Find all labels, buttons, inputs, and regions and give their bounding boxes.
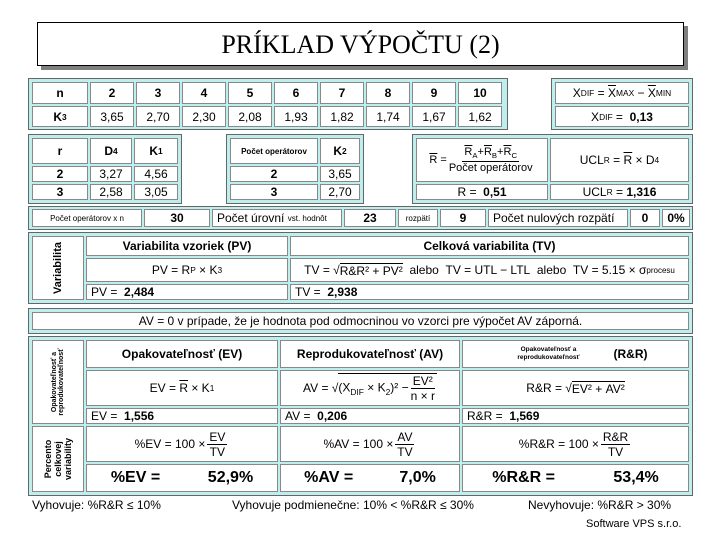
k2-value: 2,70 (320, 184, 360, 200)
rbar-ucl-panel (412, 134, 693, 204)
k3-value: 1,67 (412, 106, 456, 127)
pv-formula: PV = R P × K 3 (86, 258, 288, 282)
pav-formula: %AV = 100 × $\frac{AV}{TV}$ (280, 426, 460, 462)
pv-heading: Variabilita vzoriek (PV) (86, 236, 288, 256)
rr-panel (28, 336, 693, 496)
levels-label: Počet úrovní (217, 211, 285, 225)
pv-value: 2,484 (124, 285, 155, 299)
variability-panel (28, 232, 693, 304)
pav-den: TV (397, 444, 413, 459)
levels-value: 23 (344, 209, 396, 227)
xdif-value: 0,13 (629, 109, 653, 124)
k1-value: 4,56 (134, 166, 178, 182)
n-value: 7 (320, 82, 364, 104)
tv-value: 2,938 (327, 285, 358, 299)
r-value: 3 (32, 184, 88, 200)
xdif-panel (551, 78, 693, 130)
prr-value: 53,4% (613, 469, 659, 486)
verdict-conditional: Vyhovuje podmienečne: 10% < %R&R ≤ 30% (232, 498, 474, 512)
d4-table (28, 134, 182, 204)
k3-value: 2,08 (228, 106, 272, 127)
av-formula: AV = √ $(X_{DIF} \times K_2)^2$ − $\frac{\text{EV²}}{n \times r}$ (280, 370, 460, 406)
k1-value: 3,05 (134, 184, 178, 200)
pev-value: 52,9% (207, 469, 254, 486)
ev-heading: Opakovateľnosť (EV) (86, 340, 278, 368)
av-value: 0,206 (317, 409, 348, 423)
operators-value: 2 (230, 166, 318, 182)
rr-value: 1,569 (509, 409, 540, 423)
tv-formula: TV = √ R&R² + PV² alebo TV = UTL − LTL alebo TV = 5.15 × σ procesu (290, 258, 689, 282)
pav-num: AV (397, 429, 413, 444)
d4-value: 3,27 (90, 166, 132, 182)
zero-ranges-label: Počet nulových rozpätí (488, 209, 628, 227)
pv-label: PV = (91, 285, 118, 299)
rr-formula: R&R = √ EV² + AV² (462, 370, 689, 406)
pev-num: EV (209, 429, 226, 444)
operators-value: 3 (230, 184, 318, 200)
pav-value: 7,0% (399, 469, 436, 486)
rr-heading-small: Opakovateľnosť a reprodukovateľnosť (517, 346, 580, 361)
prr-den: TV (607, 444, 624, 459)
k3-value: 3,65 (90, 106, 134, 127)
rr-side-label: Opakovateľnosť a reprodukovateľnosť (32, 340, 84, 424)
counts-row (28, 206, 693, 230)
n-value: 4 (182, 82, 226, 104)
pev-den: TV (209, 444, 226, 459)
k3-label: K 3 (32, 106, 88, 127)
n-value: 10 (458, 82, 502, 104)
xdif-formula: X DIF = $\overline{X}$ MAX − $\overline{X}$ MIN (555, 82, 689, 104)
prr-result (462, 464, 689, 492)
ops-x-n-label: Počet operátorov x n (32, 209, 142, 227)
verdict-ok: Vyhovuje: %R&R ≤ 10% (32, 498, 161, 512)
av-formula-den: n × r (410, 389, 435, 403)
ranges-label: rozpätí (398, 209, 438, 227)
k2-value: 3,65 (320, 166, 360, 182)
tv-heading: Celková variabilita (TV) (290, 236, 689, 256)
tv-label: TV = (295, 285, 321, 299)
verdict-fail: Nevyhovuje: %R&R > 30% (528, 498, 672, 512)
av-label: AV = (285, 409, 311, 423)
levels-note: vst. hodnôt (287, 213, 327, 223)
av-note-panel (28, 308, 693, 334)
pev-result (86, 464, 278, 492)
k3-value: 2,30 (182, 106, 226, 127)
ranges-value: 9 (440, 209, 486, 227)
pev-formula: %EV = 100 × $\frac{EV}{TV}$ (86, 426, 278, 462)
tv-value-cell (290, 284, 689, 300)
credit: Software VPS s.r.o. (586, 518, 682, 530)
prr-formula: %R&R = 100 × $\frac{R\&R}{TV}$ (462, 426, 689, 462)
pv-value-cell (86, 284, 288, 300)
av-heading: Reprodukovateľnosť (AV) (280, 340, 460, 368)
k3-value: 2,70 (136, 106, 180, 127)
k1-label: K 1 (134, 138, 178, 164)
n-value: 8 (366, 82, 410, 104)
rbar-value: 0,51 (483, 185, 507, 199)
variability-side-label: Variabilita (32, 236, 84, 300)
ev-value-cell (86, 408, 278, 424)
tv-formula-b: TV = UTL − LTL (445, 263, 531, 277)
k3-value: 1,93 (274, 106, 318, 127)
xdif-value-cell: X DIF = 0,13 (555, 106, 689, 127)
ev-value: 1,556 (124, 409, 155, 423)
rbar-formula: $\overline{R}$ = $\frac{\overline{R}_A+\overline{R}_B+\overline{R}_C}{\text{Počet operátorov}}$ (416, 138, 548, 182)
rbar-denominator: Počet operátorov (448, 161, 533, 174)
n-value: 9 (412, 82, 456, 104)
d4-value: 2,58 (90, 184, 132, 200)
ucl-formula: UCL R = $\overline{R}$ × D 4 (550, 138, 689, 182)
tv-sigma-sub: procesu (646, 265, 675, 275)
n-label: n (32, 82, 88, 104)
k2-table (226, 134, 364, 204)
n-value: 6 (274, 82, 318, 104)
operators-label: Počet operátorov (230, 138, 318, 164)
tv-or-2: alebo (536, 263, 567, 277)
pev-label: %EV = (110, 469, 161, 486)
k3-value: 1,62 (458, 106, 502, 127)
rbar-value-cell: $\overline{R}$ = 0,51 (416, 184, 548, 200)
levels-label-cell (212, 209, 342, 227)
prr-label: %R&R = (492, 469, 555, 486)
zero-ranges-pct: 0% (662, 209, 690, 227)
k3-table (28, 78, 508, 130)
n-value: 2 (90, 82, 134, 104)
av-formula-num: EV² (412, 374, 433, 388)
percent-side-label: Percento celkovej variability (32, 426, 84, 492)
ev-formula: EV = $\overline{R}$ × K 1 (86, 370, 278, 406)
k2-label: K 2 (320, 138, 360, 164)
rr-label: R&R = (467, 409, 503, 423)
n-value: 3 (136, 82, 180, 104)
r-value: 2 (32, 166, 88, 182)
rr-heading-cell (462, 340, 689, 368)
k3-value: 1,82 (320, 106, 364, 127)
ucl-value-cell: UCL R = 1,316 (550, 184, 689, 200)
prr-num: R&R (602, 429, 629, 444)
d4-label: D 4 (90, 138, 132, 164)
r-label: r (32, 138, 88, 164)
zero-ranges-value: 0 (630, 209, 660, 227)
rr-value-cell (462, 408, 689, 424)
page-title: PRÍKLAD VÝPOČTU (2) (37, 22, 684, 66)
pav-result (280, 464, 460, 492)
av-value-cell (280, 408, 460, 424)
ev-label: EV = (91, 409, 118, 423)
k3-value: 1,74 (366, 106, 410, 127)
pav-label: %AV = (304, 469, 354, 486)
av-note: AV = 0 v prípade, že je hodnota pod odmocninou vo vzorci pre výpočet AV záporná. (32, 312, 689, 330)
rr-heading: (R&R) (613, 347, 648, 361)
tv-or-1: alebo (409, 263, 439, 277)
ops-x-n-value: 30 (144, 209, 210, 227)
ucl-value: 1,316 (626, 185, 657, 199)
n-value: 5 (228, 82, 272, 104)
